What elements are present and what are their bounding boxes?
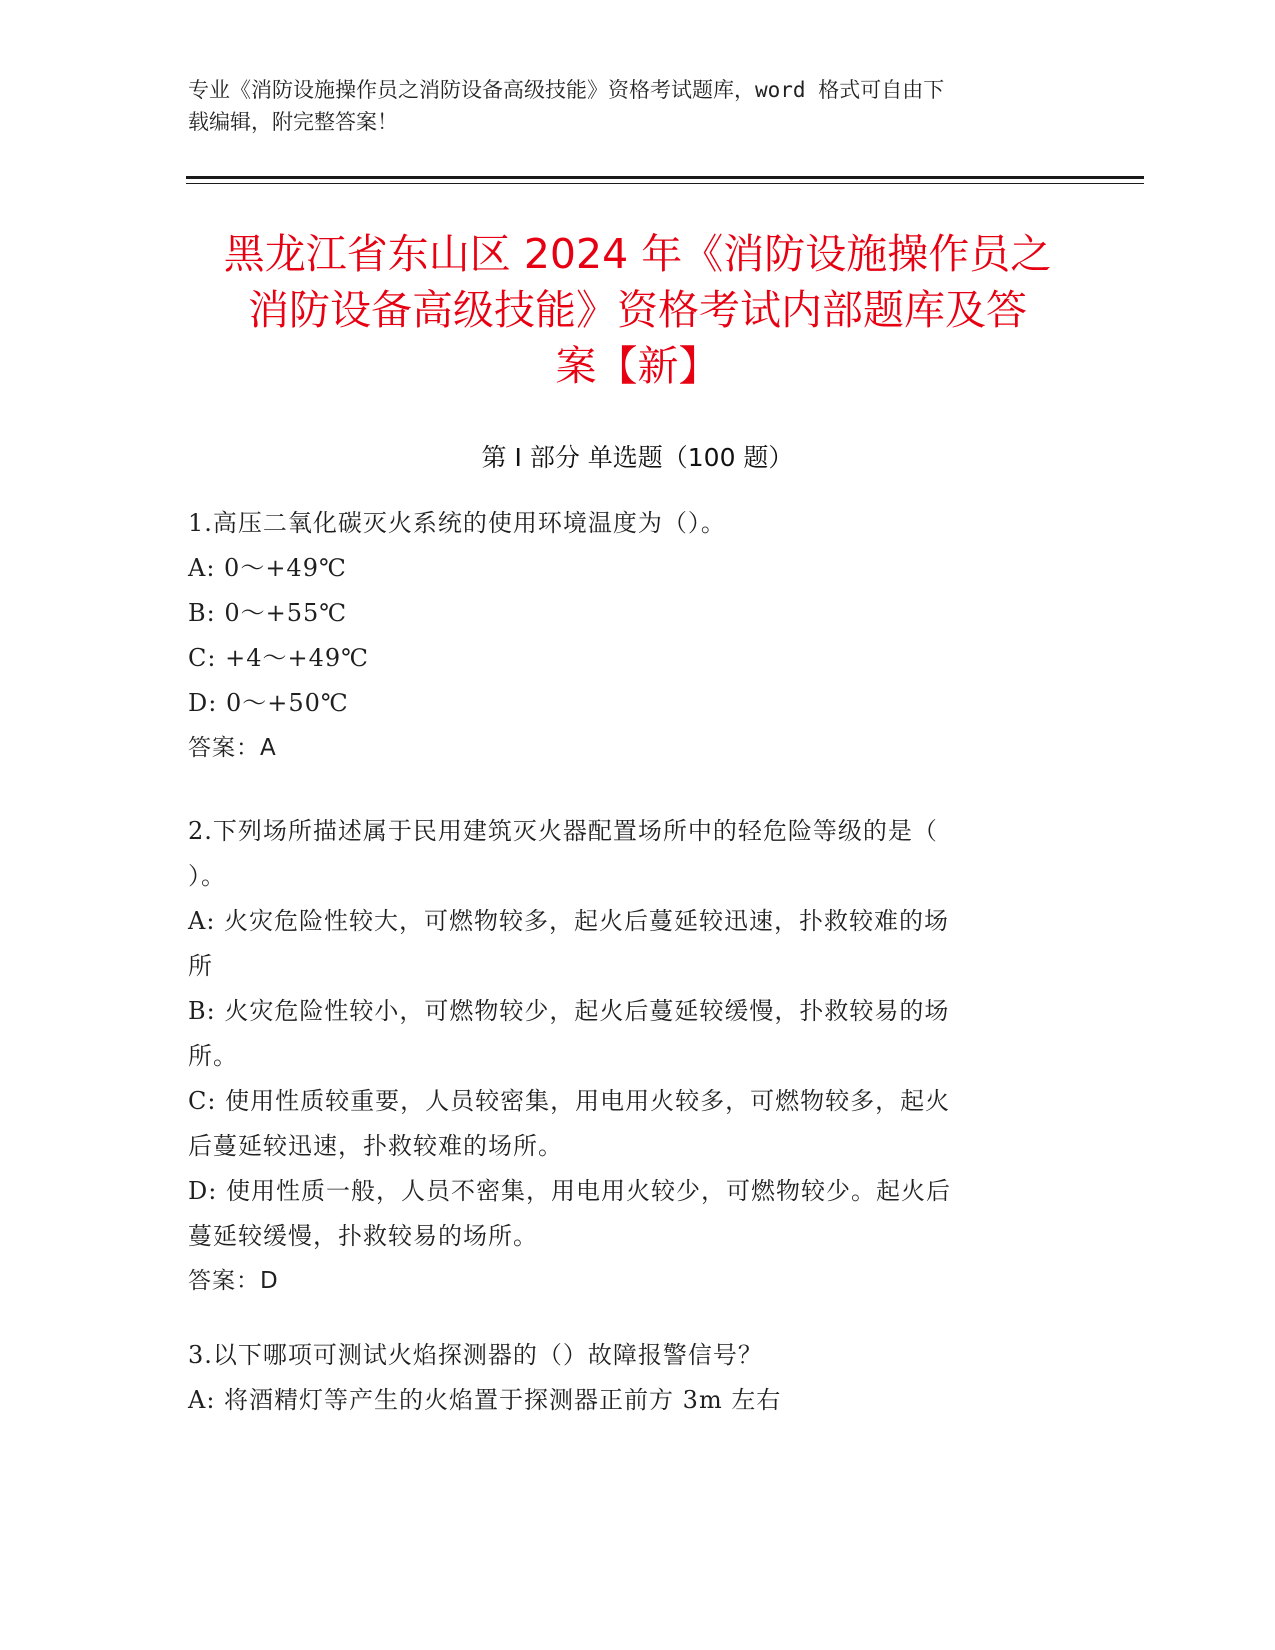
question-2 bbox=[188, 815, 1088, 1310]
title-line: 黑龙江省东山区 2024 年《消防设施操作员之 bbox=[223, 230, 1052, 278]
header-divider-thick bbox=[186, 176, 1144, 179]
option-a-continued: 所 bbox=[188, 952, 213, 980]
option-d-continued: 蔓延较缓慢，扑救较易的场所。 bbox=[188, 1222, 538, 1250]
option-c-continued: 后蔓延较迅速，扑救较难的场所。 bbox=[188, 1132, 563, 1160]
option-a: A: 火灾危险性较大，可燃物较多，起火后蔓延较迅速，扑救较难的场 bbox=[188, 907, 950, 935]
header-note bbox=[188, 74, 1088, 138]
question-stem: 2.下列场所描述属于民用建筑灭火器配置场所中的轻危险等级的是（ bbox=[188, 817, 938, 845]
question-stem: 3.以下哪项可测试火焰探测器的（）故障报警信号？ bbox=[188, 1341, 763, 1369]
question-stem: 1.高压二氧化碳灭火系统的使用环境温度为（）。 bbox=[188, 509, 726, 537]
option-b-continued: 所。 bbox=[188, 1042, 238, 1070]
header-note-line: 专业《消防设施操作员之消防设备高级技能》资格考试题库，word 格式可自由下 bbox=[188, 78, 945, 102]
option-c: C: 使用性质较重要，人员较密集，用电用火较多，可燃物较多，起火 bbox=[188, 1087, 951, 1115]
header-note-line: 载编辑，附完整答案！ bbox=[188, 110, 398, 134]
question-3 bbox=[188, 1339, 1088, 1429]
title-line: 消防设备高级技能》资格考试内部题库及答 bbox=[248, 286, 1027, 334]
option-a: A: 0～+49℃ bbox=[188, 554, 347, 582]
answer-line: 答案：D bbox=[188, 1268, 279, 1294]
question-stem: ）。 bbox=[188, 862, 226, 890]
option-d: D: 0～+50℃ bbox=[188, 689, 349, 717]
answer-line: 答案：A bbox=[188, 735, 277, 761]
title-line: 案【新】 bbox=[555, 342, 720, 390]
header-divider-thin bbox=[186, 183, 1144, 184]
document-title bbox=[150, 226, 1125, 394]
option-c: C: +4～+49℃ bbox=[188, 644, 369, 672]
question-1 bbox=[188, 507, 1088, 777]
option-b: B: 0～+55℃ bbox=[188, 599, 348, 627]
option-d: D: 使用性质一般，人员不密集，用电用火较少，可燃物较少。起火后 bbox=[188, 1177, 951, 1205]
section-heading: 第 I 部分 单选题（100 题） bbox=[481, 443, 794, 472]
option-a: A: 将酒精灯等产生的火焰置于探测器正前方 3m 左右 bbox=[188, 1386, 782, 1414]
option-b: B: 火灾危险性较小，可燃物较少，起火后蔓延较缓慢，扑救较易的场 bbox=[188, 997, 950, 1025]
